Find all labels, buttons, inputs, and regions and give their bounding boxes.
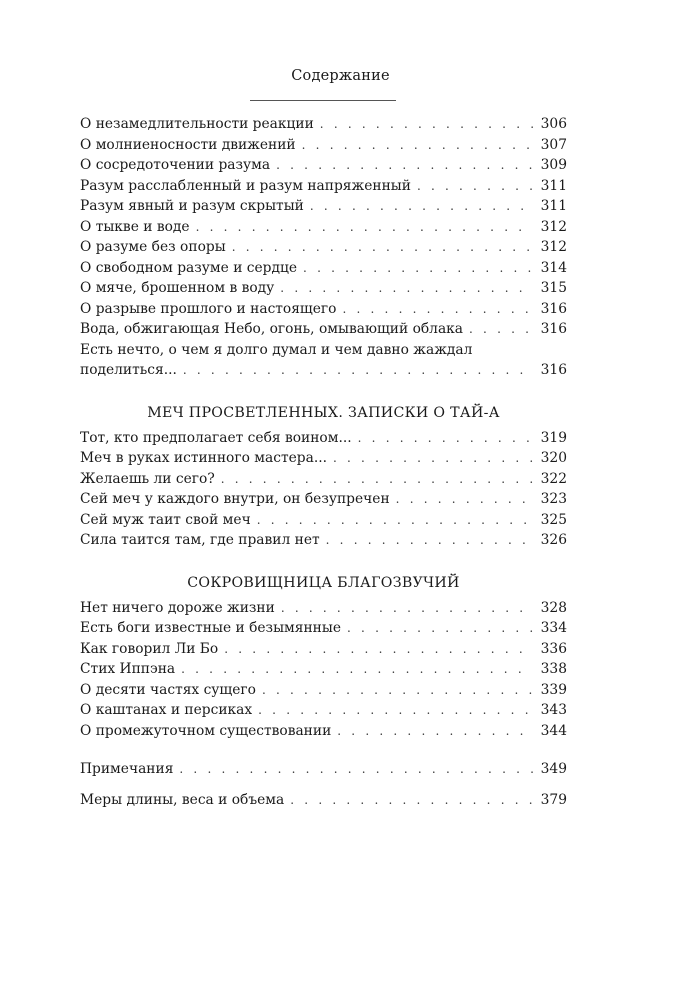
toc-entry[interactable]: [80, 489, 567, 510]
toc-entry[interactable]: [80, 598, 567, 619]
toc-entry-page: 326: [540, 532, 567, 548]
toc-entry-title: О тыкве и воде: [80, 218, 190, 235]
toc-entry-page: 316: [540, 321, 567, 337]
toc-entry-page: 328: [540, 599, 567, 616]
toc-entry-notes[interactable]: [80, 759, 567, 780]
toc-entry-page: 307: [540, 136, 567, 153]
toc-entry[interactable]: [80, 114, 567, 135]
toc-entry-title: Сей меч у каждого внутри, он безупречен: [80, 491, 390, 507]
toc-entry[interactable]: [80, 135, 567, 156]
toc-entry-title: Меч в руках истинного мастера...: [80, 450, 327, 466]
leader-dots: [337, 721, 533, 742]
toc-entry-title: Меры длины, веса и объема: [80, 791, 285, 808]
toc-entry-title: О десяти частях сущего: [80, 681, 256, 698]
toc-entry[interactable]: [80, 680, 567, 701]
toc-entry-page: 320: [540, 450, 567, 466]
toc-entry-page: 312: [540, 218, 567, 235]
toc-entry-title: О разуме без опоры: [80, 239, 226, 255]
toc-entry-page: 311: [540, 198, 567, 214]
toc-entry[interactable]: [80, 258, 567, 279]
toc-entry-title: Сей муж таит свой меч: [80, 511, 251, 528]
toc-entry-title: Тот, кто предполагает себя воином...: [80, 429, 352, 446]
leader-dots: [196, 217, 533, 238]
toc-entry-title: Стих Иппэна: [80, 661, 176, 677]
toc-entry-title: О промежуточном существовании: [80, 722, 332, 739]
leader-dots: [396, 489, 533, 510]
toc-entry-page: 312: [540, 239, 567, 255]
toc-entry-title-line2: поделиться...: [80, 362, 177, 378]
toc-entry-title: Есть боги известные и безымянные: [80, 620, 342, 636]
leader-dots: [280, 278, 533, 299]
toc-entry-page: 316: [540, 300, 567, 317]
toc-entry-page: 379: [540, 791, 567, 808]
toc-entry-page: 322: [540, 470, 567, 487]
toc-entry[interactable]: [80, 217, 567, 238]
toc-entry-title: О мяче, брошенном в воду: [80, 280, 275, 296]
toc-entry[interactable]: [80, 237, 567, 258]
toc-entry[interactable]: [80, 155, 567, 176]
running-head: Содержание: [291, 68, 390, 84]
toc-entry-multiline[interactable]: [80, 340, 567, 381]
toc-entry-page: 319: [540, 429, 567, 446]
toc-entry[interactable]: [80, 639, 567, 660]
toc-entry-title: О свободном разуме и сердце: [80, 259, 298, 276]
header-rule: [250, 100, 396, 101]
toc-group-3: [80, 598, 567, 742]
leader-dots: [179, 759, 533, 780]
toc-entry[interactable]: [80, 659, 567, 680]
toc-entry[interactable]: [80, 299, 567, 320]
toc-entry-page: 316: [540, 362, 567, 378]
toc-entry[interactable]: [80, 510, 567, 531]
toc-entry-title: Вода, обжигающая Небо, огонь, омывающий облака: [80, 321, 464, 337]
toc-entry-page: 336: [540, 640, 567, 657]
toc-group-2: [80, 428, 567, 551]
toc-entry-title: Нет ничего дороже жизни: [80, 599, 275, 616]
leader-dots: [302, 135, 533, 156]
leader-dots: [310, 196, 533, 217]
toc-entry[interactable]: [80, 700, 567, 721]
toc-entry-measures[interactable]: [80, 790, 567, 811]
toc-entry[interactable]: [80, 530, 567, 551]
toc-entry-page: 306: [540, 116, 567, 132]
toc-entry-page: 315: [540, 280, 567, 296]
toc-entry-page: 339: [540, 681, 567, 698]
toc-entry[interactable]: [80, 278, 567, 299]
toc-entry-title: Желаешь ли сего?: [80, 470, 215, 487]
toc-entry[interactable]: [80, 319, 567, 340]
toc-entry-title: О каштанах и персиках: [80, 702, 253, 718]
leader-dots: [224, 639, 533, 660]
leader-dots: [281, 598, 533, 619]
toc-entry-page: 349: [540, 761, 567, 777]
leader-dots: [290, 790, 533, 811]
toc-entry-page: 323: [540, 491, 567, 507]
toc-entry-page: 325: [540, 511, 567, 528]
toc-entry-page: 309: [540, 157, 567, 173]
table-of-contents: [80, 114, 567, 810]
leader-dots: [326, 530, 533, 551]
toc-entry[interactable]: [80, 196, 567, 217]
toc-entry-title: О молниеносности движений: [80, 136, 296, 153]
leader-dots: [181, 659, 533, 680]
toc-entry-page: 338: [540, 661, 567, 677]
toc-entry[interactable]: [80, 618, 567, 639]
leader-dots: [320, 114, 533, 135]
toc-entry-page: 343: [540, 702, 567, 718]
toc-entry-title: Разум расслабленный и разум напряженный: [80, 177, 411, 194]
toc-entry-title-line1: Есть нечто, о чем я долго думал и чем давно жаждал: [80, 341, 473, 358]
leader-dots: [469, 319, 533, 340]
toc-entry[interactable]: [80, 428, 567, 449]
toc-entry-page: 334: [540, 620, 567, 636]
toc-entry-title: О незамедлительности реакции: [80, 116, 314, 132]
toc-entry[interactable]: [80, 176, 567, 197]
leader-dots: [262, 680, 533, 701]
toc-entry[interactable]: [80, 469, 567, 490]
leader-dots: [183, 360, 533, 381]
toc-entry-page: 314: [540, 259, 567, 276]
leader-dots: [417, 176, 533, 197]
section-title: МЕЧ ПРОСВЕТЛЕННЫХ. ЗАПИСКИ О ТАЙ-А: [147, 404, 500, 421]
toc-entry-title: Примечания: [80, 761, 174, 777]
leader-dots: [347, 618, 533, 639]
toc-entry-page: 311: [540, 177, 567, 194]
toc-entry-title: Как говорил Ли Бо: [80, 640, 219, 657]
leader-dots: [221, 469, 533, 490]
leader-dots: [342, 299, 533, 320]
leader-dots: [257, 510, 533, 531]
toc-group-1: [80, 114, 567, 381]
toc-entry-page: 344: [540, 722, 567, 739]
leader-dots: [232, 237, 533, 258]
leader-dots: [258, 700, 533, 721]
section-title: СОКРОВИЩНИЦА БЛАГОЗВУЧИЙ: [187, 574, 460, 591]
toc-entry[interactable]: [80, 721, 567, 742]
leader-dots: [358, 428, 533, 449]
toc-entry-title: О сосредоточении разума: [80, 157, 271, 173]
toc-entry-title: Сила таится там, где правил нет: [80, 532, 320, 548]
leader-dots: [276, 155, 533, 176]
leader-dots: [303, 258, 533, 279]
toc-entry-title: Разум явный и разум скрытый: [80, 198, 304, 214]
toc-entry-title: О разрыве прошлого и настоящего: [80, 300, 337, 317]
leader-dots: [333, 448, 533, 469]
toc-entry[interactable]: [80, 448, 567, 469]
